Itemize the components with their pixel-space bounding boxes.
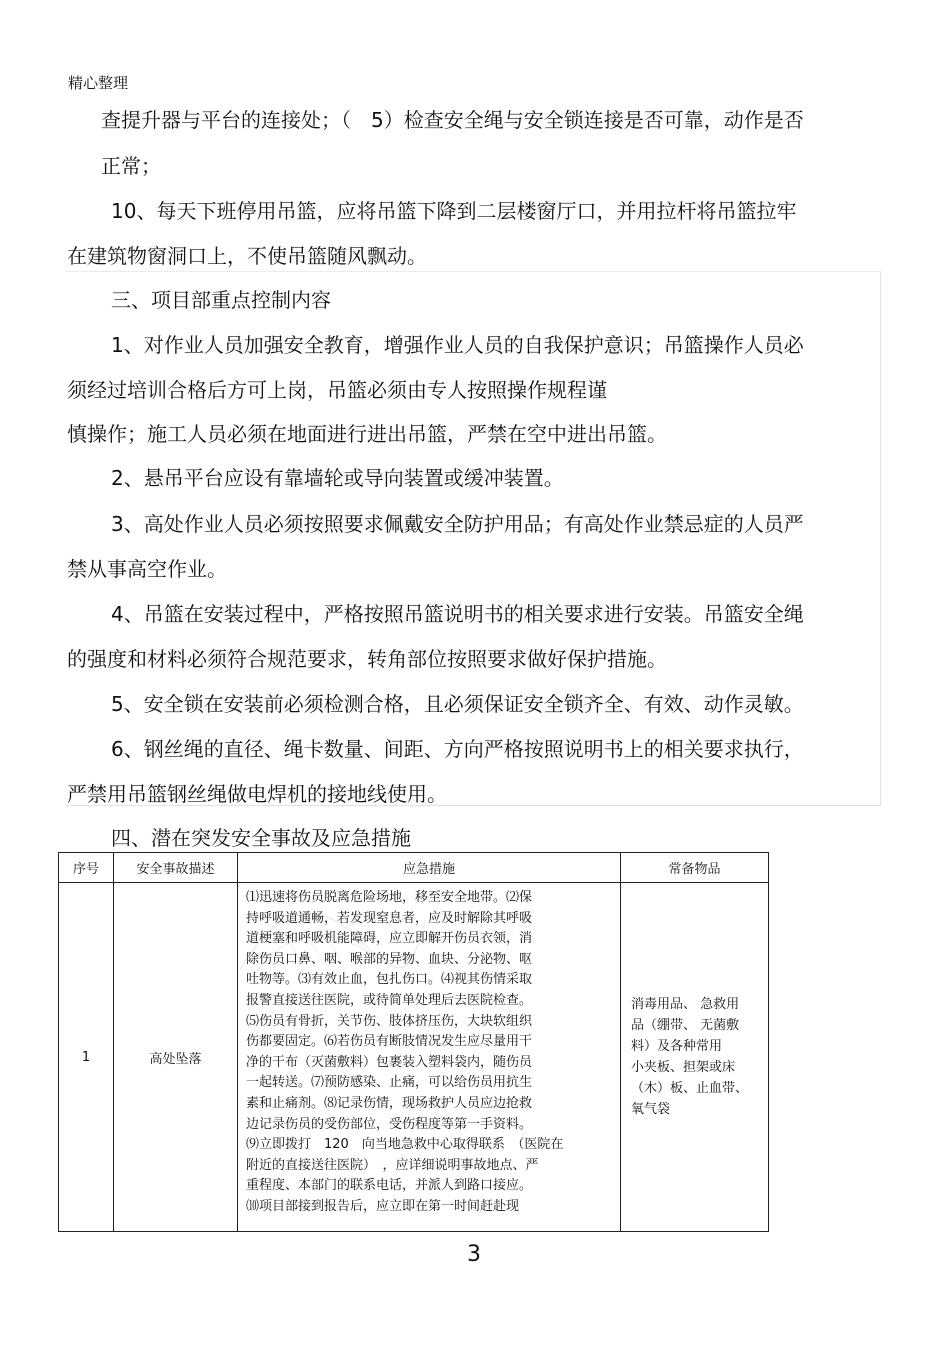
measure-line: 除伤员口鼻、咽、喉部的异物、血块、分泌物、呕 bbox=[246, 951, 533, 967]
measure-line: 吐物等。⑶有效止血，包扎伤口。⑷视其伤情采取 bbox=[246, 972, 533, 988]
supply-line: 消毒用品、 急救用 bbox=[631, 997, 740, 1012]
text-line: 的强度和材料必须符合规范要求，转角部位按照要求做好保护措施。 bbox=[67, 647, 667, 671]
measure-line: 边记录伤员的受伤部位，受伤程度等第一手资料。 bbox=[246, 1116, 533, 1132]
text-line: 在建筑物窗洞口上，不使吊篮随风飘动。 bbox=[67, 244, 427, 268]
text-line: 查提升器与平台的连接处；（ 5）检查安全绳与安全锁连接是否可靠，动作是否 bbox=[101, 108, 804, 132]
measure-line: ⑴迅速将伤员脱离危险场地，移至安全地带。⑵保 bbox=[246, 890, 533, 905]
measure-line: 持呼吸道通畅，若发现窒息者，应及时解除其呼吸 bbox=[246, 910, 533, 926]
supply-line: 料）及各种常用 bbox=[631, 1039, 723, 1054]
col-header-measures: 应急措施 bbox=[238, 853, 621, 883]
measure-line: ⑽项目部接到报告后，应立即在第一时间赶赴现 bbox=[246, 1198, 520, 1214]
faint-watermark bbox=[230, 880, 430, 990]
measure-line: 道梗塞和呼吸机能障碍，应立即解开伤员衣领，消 bbox=[246, 931, 533, 947]
table-header-row bbox=[59, 853, 769, 883]
col-header-description: 安全事故描述 bbox=[114, 853, 238, 883]
text-line: 禁从事高空作业。 bbox=[67, 557, 227, 581]
measure-line: 重程度、本部门的联系电话，并派人到路口接应。 bbox=[246, 1178, 533, 1194]
supply-line: （木）板、止血带、 bbox=[631, 1081, 749, 1096]
page-number: 3 bbox=[467, 1242, 481, 1267]
measure-line: 伤都要固定。⑹若伤员有断肢情况发生应尽量用干 bbox=[246, 1034, 533, 1050]
measure-line: 一起转送。⑺预防感染、止痛，可以给伤员用抗生 bbox=[246, 1075, 533, 1091]
row-supplies bbox=[621, 883, 769, 1232]
measure-line: 报警直接送往医院，或待简单处理后去医院检查。 bbox=[246, 992, 533, 1008]
text-line: 正常； bbox=[101, 154, 161, 178]
supply-line: 品（绷带、 无菌敷 bbox=[631, 1018, 740, 1033]
text-line: 2、悬吊平台应设有靠墙轮或导向装置或缓冲装置。 bbox=[111, 466, 564, 490]
text-line: 3、高处作业人员必须按照要求佩戴安全防护用品；有高处作业禁忌症的人员严 bbox=[111, 512, 804, 536]
text-line: 4、吊篮在安装过程中，严格按照吊篮说明书的相关要求进行安装。吊篮安全绳 bbox=[111, 602, 804, 626]
measure-line: 净的干布（灭菌敷料）包裹装入塑料袋内，随伤员 bbox=[246, 1054, 533, 1070]
page-header: 精心整理 bbox=[68, 74, 129, 92]
supply-line: 小夹板、担架或床 bbox=[631, 1060, 736, 1075]
measure-line: ⑸伤员有骨折，关节伤、肢体挤压伤，大块软组织 bbox=[246, 1013, 533, 1029]
col-header-index: 序号 bbox=[59, 853, 114, 883]
text-line: 严禁用吊篮钢丝绳做电焊机的接地线使用。 bbox=[67, 782, 447, 806]
col-header-supplies: 常备物品 bbox=[621, 853, 769, 883]
text-line: 1、对作业人员加强安全教育，增强作业人员的自我保护意识；吊篮操作人员必 bbox=[111, 333, 804, 357]
row-description: 高处坠落 bbox=[114, 883, 238, 1232]
text-line: 慎操作；施工人员必须在地面进行进出吊篮，严禁在空中进出吊篮。 bbox=[67, 422, 667, 446]
measure-line: ⑼立即拨打 120 向当地急救中心取得联系 （医院在 bbox=[246, 1137, 564, 1153]
row-index: 1 bbox=[59, 883, 114, 1232]
text-line: 5、安全锁在安装前必须检测合格，且必须保证安全锁齐全、有效、动作灵敏。 bbox=[111, 692, 804, 716]
section-heading: 四、潜在突发安全事故及应急措施 bbox=[111, 826, 411, 850]
section-heading: 三、项目部重点控制内容 bbox=[111, 288, 331, 312]
text-line: 10、每天下班停用吊篮，应将吊篮下降到二层楼窗厅口，并用拉杆将吊篮拉牢 bbox=[111, 199, 797, 223]
measure-line: 素和止痛剂。⑻记录伤情，现场救护人员应边抢救 bbox=[246, 1095, 533, 1111]
measure-line: 附近的直接送往医院） ，应详细说明事故地点、严 bbox=[246, 1157, 539, 1173]
text-line: 6、钢丝绳的直径、绳卡数量、间距、方向严格按照说明书上的相关要求执行， bbox=[111, 737, 804, 761]
text-line: 须经过培训合格后方可上岗，吊篮必须由专人按照操作规程谨 bbox=[67, 378, 607, 402]
supply-line: 氧气袋 bbox=[631, 1102, 671, 1117]
